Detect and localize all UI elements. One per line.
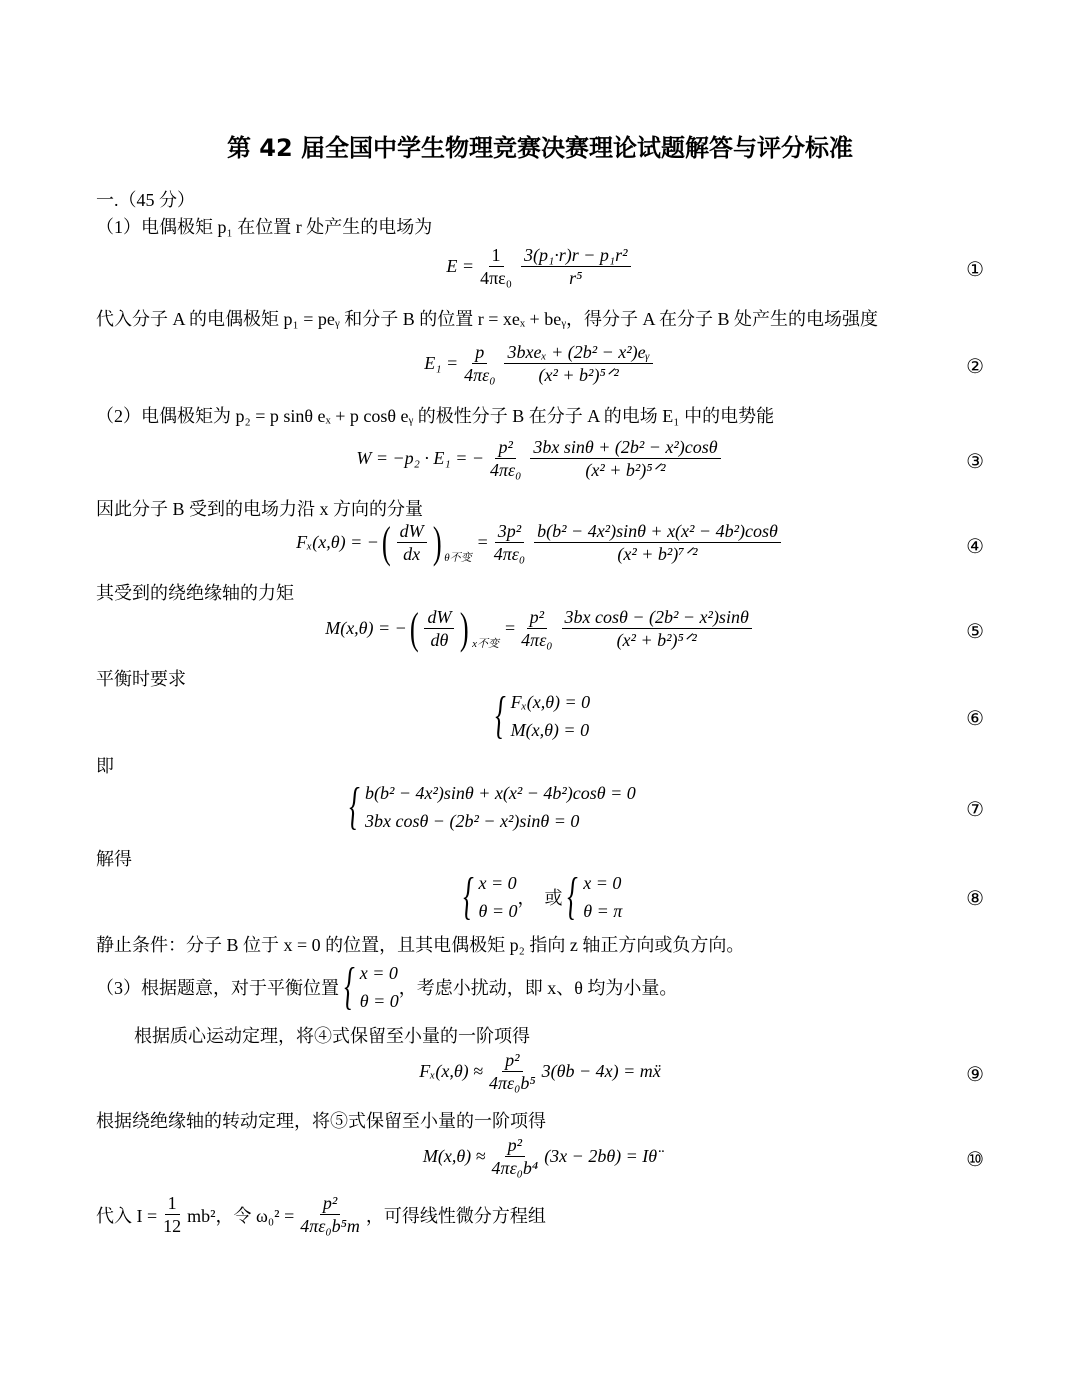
numerator: dW (397, 520, 427, 543)
equation-number: ④ (966, 536, 984, 558)
condition-subscript: x不变 (472, 638, 500, 650)
numerator: p² (495, 436, 515, 459)
or-separator: ， 或 (517, 888, 563, 908)
equation-number: ③ (966, 451, 984, 473)
denominator: 4πε₀b⁵m (300, 1216, 360, 1236)
numerator: 3bx sinθ + (2b² − x²)cosθ (530, 436, 720, 459)
denominator: 4πε₀ (489, 460, 522, 480)
equation-number: ⑩ (966, 1149, 984, 1171)
case-line: θ = π (583, 901, 623, 921)
paragraph: 即 (96, 756, 114, 776)
denominator: (x² + b²)⁵ᐟ² (585, 460, 666, 480)
equation-number: ⑨ (966, 1064, 984, 1086)
numerator: p (472, 341, 487, 364)
numerator: p² (527, 606, 547, 629)
eq-lhs: M(x,θ) = − (325, 618, 407, 638)
page-title: 第 42 届全国中学生物理竞赛决赛理论试题解答与评分标准 (226, 134, 854, 162)
text: ，考虑小扰动，即 x、θ 均为小量。 (398, 978, 678, 998)
text: ，可得线性微分方程组 (365, 1205, 546, 1226)
case-line: M(x,θ) = 0 (510, 720, 590, 740)
eq-lhs: Fₓ(x,θ) = − (296, 532, 379, 552)
denominator: (x² + b²)⁵ᐟ² (616, 630, 697, 650)
paragraph: 平衡时要求 (96, 669, 186, 689)
denominator: 4πε₀b⁴ (491, 1158, 539, 1178)
paragraph: 其受到的绕绝缘轴的力矩 (96, 583, 294, 603)
text: mb²，令 ω₀² = (187, 1205, 295, 1226)
case-line: θ = 0 (478, 901, 518, 921)
denominator: dθ (430, 630, 449, 650)
equation-7: { b(b² − 4x²)sinθ + x(x² − 4b²)cosθ = 0 3bx cosθ − (2b² − x²)sinθ = 0 (349, 778, 636, 835)
numerator: 3p² (495, 520, 524, 543)
paragraph: 因此分子 B 受到的电场力沿 x 方向的分量 (96, 499, 424, 519)
eq-lhs: W = −p₂ · E₁ = − (356, 448, 484, 468)
case-line: 3bx cosθ − (2b² − x²)sinθ = 0 (364, 811, 580, 831)
case-line: θ = 0 (359, 991, 399, 1011)
paragraph: （2）电偶极矩为 p₂ = p sinθ eₓ + p cosθ eᵧ 的极性分子 B 在分子 A 的电场 E₁ 中的电势能 (96, 406, 775, 426)
denominator: 4πε₀ (493, 544, 526, 564)
denominator: r⁵ (569, 268, 583, 288)
equation-number: ⑥ (966, 708, 984, 730)
denominator: 4πε₀ (521, 630, 553, 650)
equation-3 (96, 436, 984, 481)
section-heading: 一.（45 分） (96, 190, 195, 210)
eq-lhs: E₁ = (424, 353, 459, 373)
equals-sign: = (477, 532, 488, 552)
numerator: 3bxeₓ + (2b² − x²)eᵧ (504, 341, 652, 364)
numerator: 1 (489, 244, 504, 267)
equation-5: M(x,θ) = − ( $\frac{dW}{d\theta}$ ) x不变 = $\frac{\text{p²}}{\text{4πε₀}}$ $\frac{\text{3bx cosθ − (2b² − x²)sinθ}}{\text{(x² + b²)⁵ᐟ²}}$ (96, 606, 984, 651)
equation-number: ② (966, 356, 984, 378)
numerator: dW (424, 606, 454, 629)
case-line: b(b² − 4x²)sinθ + x(x² − 4b²)cosθ = 0 (364, 783, 636, 803)
case-line: Fₓ(x,θ) = 0 (510, 692, 591, 712)
paragraph: 解得 (96, 849, 132, 869)
case-line: x = 0 (478, 873, 517, 893)
equation-6: { Fₓ(x,θ) = 0 M(x,θ) = 0 (495, 687, 591, 744)
denominator: 12 (163, 1216, 182, 1236)
text: （3）根据题意，对于平衡位置 (96, 978, 339, 998)
equation-8: { x = 0 θ = 0 ， 或 { x = 0 θ = π (462, 868, 623, 925)
equation-number: ① (966, 259, 984, 281)
denominator: 4πε₀ (464, 365, 496, 385)
numerator: p² (502, 1049, 522, 1072)
text: 代入 I = (96, 1205, 158, 1226)
numerator: p² (505, 1134, 525, 1157)
eq-lhs: M(x,θ) ≈ (422, 1146, 486, 1166)
denominator: (x² + b²)⁵ᐟ² (538, 365, 619, 385)
equation-2 (96, 341, 984, 386)
paragraph: 代入分子 A 的电偶极矩 p₁ = peᵧ 和分子 B 的位置 r = xeₓ + beᵧ，得分子 A 在分子 B 处产生的电场强度 (96, 309, 878, 329)
numerator: 3(p₁·r)r − p₁r² (521, 244, 631, 267)
case-line: x = 0 (359, 963, 398, 983)
equation-number: ⑤ (966, 621, 984, 643)
eq-rhs: (3x − 2bθ) = Iθ̈ (544, 1146, 658, 1166)
equation-4: Fₓ(x,θ) = − ( $\frac{dW}{dx}$ ) θ不变 = $\frac{\text{3p²}}{\text{4πε₀}}$ $\frac{\text{b(b² − 4x²)sinθ + x(x² − 4b²)cosθ}}{\text{(x² + b²)⁷ᐟ²}}$ (96, 520, 984, 565)
denominator: (x² + b²)⁷ᐟ² (617, 544, 698, 564)
eq-rhs: 3(θb − 4x) = mẍ (541, 1061, 661, 1081)
paragraph: 根据绕绝缘轴的转动定理，将⑤式保留至小量的一阶项得 (96, 1111, 546, 1131)
equation-1 (96, 244, 984, 289)
numerator: p² (320, 1192, 340, 1215)
equals-sign: = (505, 618, 516, 638)
paragraph: 根据质心运动定理，将④式保留至小量的一阶项得 (134, 1026, 530, 1046)
paragraph-substitution (96, 1192, 984, 1237)
denominator: 4πε₀ (480, 268, 512, 288)
equation-10 (96, 1134, 984, 1179)
equation-number: ⑦ (966, 799, 984, 821)
paragraph: （1）电偶极矩 p₁ 在位置 r 处产生的电场为 (96, 217, 433, 237)
eq-lhs: Fₓ(x,θ) ≈ (419, 1061, 484, 1081)
numerator: 1 (165, 1192, 180, 1215)
denominator: dx (403, 544, 421, 564)
eq-lhs: E = (446, 256, 475, 276)
case-line: x = 0 (583, 873, 622, 893)
numerator: b(b² − 4x²)sinθ + x(x² − 4b²)cosθ (534, 520, 781, 543)
equation-number: ⑧ (966, 888, 984, 910)
paragraph: 静止条件：分子 B 位于 x = 0 的位置，且其电偶极矩 p₂ 指向 z 轴正方向或负方向。 (96, 935, 745, 955)
paragraph-equilibrium: （3）根据题意，对于平衡位置 { x = 0 θ = 0 ，考虑小扰动，即 x、θ 均为小量。 (96, 958, 678, 1015)
numerator: 3bx cosθ − (2b² − x²)sinθ (562, 606, 752, 629)
equation-9 (96, 1049, 984, 1094)
condition-subscript: θ不变 (444, 552, 472, 564)
denominator: 4πε₀b⁵ (489, 1073, 536, 1093)
